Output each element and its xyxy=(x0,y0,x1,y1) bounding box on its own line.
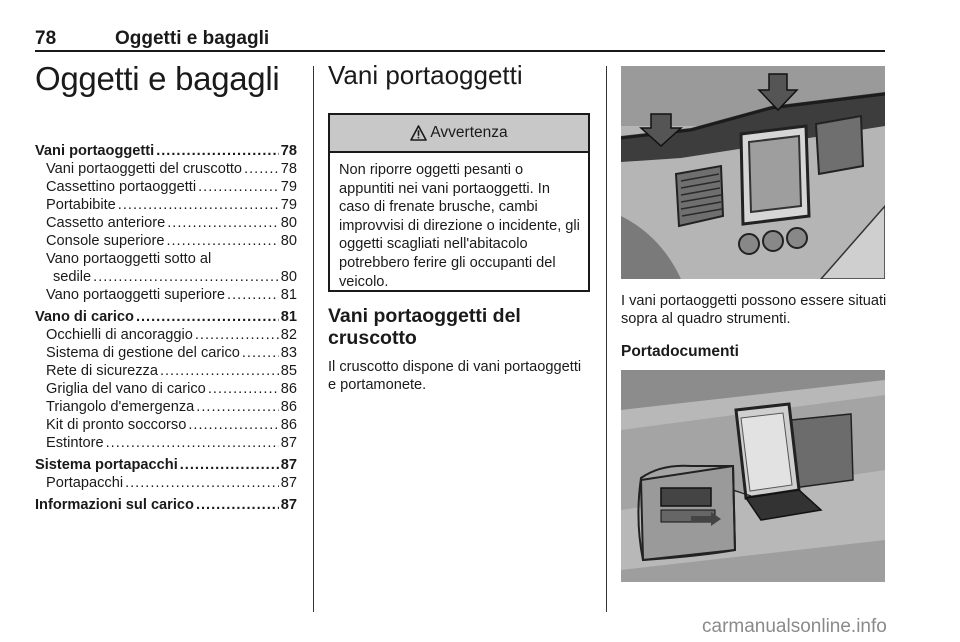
toc-leader-dots xyxy=(160,362,279,380)
warning-box xyxy=(328,113,590,292)
toc-page-number: 85 xyxy=(280,363,297,379)
toc-entry[interactable] xyxy=(35,178,297,196)
toc-leader-dots xyxy=(166,232,278,250)
toc-leader-dots xyxy=(125,474,279,492)
toc-page-number: 78 xyxy=(280,161,297,177)
toc-label: Vano portaoggetti sotto al xyxy=(46,251,212,267)
toc-page-number: 86 xyxy=(280,417,297,433)
toc-label: Cassettino portaoggetti xyxy=(46,179,197,195)
column-divider-1 xyxy=(313,66,314,612)
toc-section xyxy=(35,496,297,514)
toc-leader-dots xyxy=(227,286,279,304)
subsection-title: Vani portaoggetti del cruscotto xyxy=(328,305,521,349)
page-number: 78 xyxy=(35,28,57,49)
toc-entry-continued[interactable] xyxy=(35,268,297,286)
toc-page-number: 87 xyxy=(280,457,297,473)
toc-label: Vani portaoggetti del cruscotto xyxy=(46,161,243,177)
toc-entry[interactable] xyxy=(35,344,297,362)
toc-label: Vano portaoggetti superiore xyxy=(46,287,226,303)
toc-label: Portapacchi xyxy=(46,475,124,491)
toc-page-number: 81 xyxy=(280,287,297,303)
toc-leader-dots xyxy=(93,268,279,286)
toc-label: Vano di carico xyxy=(35,309,134,325)
toc-entry[interactable] xyxy=(35,326,297,344)
toc-entry[interactable] xyxy=(35,416,297,434)
toc-chapter-entry[interactable] xyxy=(35,308,297,326)
toc-page-number: 81 xyxy=(280,309,297,325)
toc-entry[interactable] xyxy=(35,196,297,214)
toc-entry[interactable] xyxy=(35,474,297,492)
subsection-text: Il cruscotto dispone di vani portaoggetti e portamonete. xyxy=(328,359,582,393)
warning-text: Non riporre oggetti pesanti o appuntiti nei vani portaoggetti. In caso di frenate brusche, cambi improvvisi di direzione o incidente, gli oggetti scagliati nell'abitacolo potrebbero ferire gli occupanti del veicolo. xyxy=(339,162,580,290)
toc-label: sedile xyxy=(53,269,92,285)
warning-header xyxy=(330,115,588,153)
section-title: Vani portaoggetti xyxy=(328,60,523,90)
toc-leader-dots xyxy=(156,142,279,160)
toc-chapter-entry[interactable] xyxy=(35,496,297,514)
toc-entry[interactable] xyxy=(35,398,297,416)
toc-label: Sistema di gestione del carico xyxy=(46,345,240,361)
toc-page-number: 79 xyxy=(280,179,297,195)
toc-page-number: 80 xyxy=(280,215,297,231)
toc-entry[interactable] xyxy=(35,380,297,398)
toc-page-number: 82 xyxy=(280,327,297,343)
chapter-title: Oggetti e bagagli xyxy=(35,60,280,97)
dashboard-storage-illustration xyxy=(621,66,885,279)
toc-page-number: 87 xyxy=(280,435,297,451)
toc-label: Console superiore xyxy=(46,233,165,249)
toc-label: Griglia del vano di carico xyxy=(46,381,206,397)
toc-chapter-entry[interactable] xyxy=(35,456,297,474)
toc-label: Vani portaoggetti xyxy=(35,143,155,159)
toc-entry[interactable] xyxy=(35,434,297,452)
toc-label: Cassetto anteriore xyxy=(46,215,166,231)
toc-section xyxy=(35,308,297,452)
toc-entry[interactable] xyxy=(35,362,297,380)
toc-leader-dots xyxy=(196,398,278,416)
toc-section xyxy=(35,456,297,492)
toc-page-number: 80 xyxy=(280,233,297,249)
toc-page-number: 87 xyxy=(280,475,297,491)
figure1-caption: I vani portaoggetti possono essere situati sopra al quadro strumenti. xyxy=(621,293,887,327)
toc-leader-dots xyxy=(208,380,279,398)
toc-section xyxy=(35,142,297,304)
table-of-contents xyxy=(35,142,297,518)
toc-entry[interactable] xyxy=(35,160,297,178)
toc-page-number: 86 xyxy=(280,381,297,397)
toc-page-number: 79 xyxy=(280,197,297,213)
toc-leader-dots xyxy=(136,308,279,326)
column-divider-2 xyxy=(606,66,607,612)
toc-entry[interactable] xyxy=(35,214,297,232)
header-rule xyxy=(35,50,885,52)
warning-title: Avvertenza xyxy=(430,124,508,141)
portadocumenti-title: Portadocumenti xyxy=(621,343,739,360)
toc-page-number: 78 xyxy=(280,143,297,159)
toc-label: Occhielli di ancoraggio xyxy=(46,327,193,343)
toc-leader-dots xyxy=(244,160,279,178)
toc-entry xyxy=(35,250,297,268)
toc-entry[interactable] xyxy=(35,286,297,304)
toc-page-number: 87 xyxy=(280,497,297,513)
toc-leader-dots xyxy=(167,214,279,232)
toc-label: Informazioni sul carico xyxy=(35,497,194,513)
toc-page-number: 83 xyxy=(280,345,297,361)
toc-chapter-entry[interactable] xyxy=(35,142,297,160)
toc-page-number: 86 xyxy=(280,399,297,415)
toc-page-number: 80 xyxy=(280,269,297,285)
toc-leader-dots xyxy=(106,434,279,452)
toc-leader-dots xyxy=(196,496,279,514)
document-holder-illustration xyxy=(621,370,885,582)
warning-triangle-icon xyxy=(410,125,427,141)
toc-leader-dots xyxy=(198,178,279,196)
toc-label: Estintore xyxy=(46,435,104,451)
toc-label: Rete di sicurezza xyxy=(46,363,158,379)
toc-entry[interactable] xyxy=(35,232,297,250)
toc-label: Sistema portapacchi xyxy=(35,457,178,473)
watermark-text: carmanualsonline.info xyxy=(702,616,887,637)
toc-label: Kit di pronto soccorso xyxy=(46,417,187,433)
toc-leader-dots xyxy=(188,416,278,434)
running-title: Oggetti e bagagli xyxy=(115,28,270,49)
toc-leader-dots xyxy=(180,456,279,474)
toc-label: Portabibite xyxy=(46,197,116,213)
toc-label: Triangolo d'emergenza xyxy=(46,399,195,415)
toc-leader-dots xyxy=(242,344,279,362)
toc-leader-dots xyxy=(118,196,279,214)
toc-leader-dots xyxy=(195,326,279,344)
